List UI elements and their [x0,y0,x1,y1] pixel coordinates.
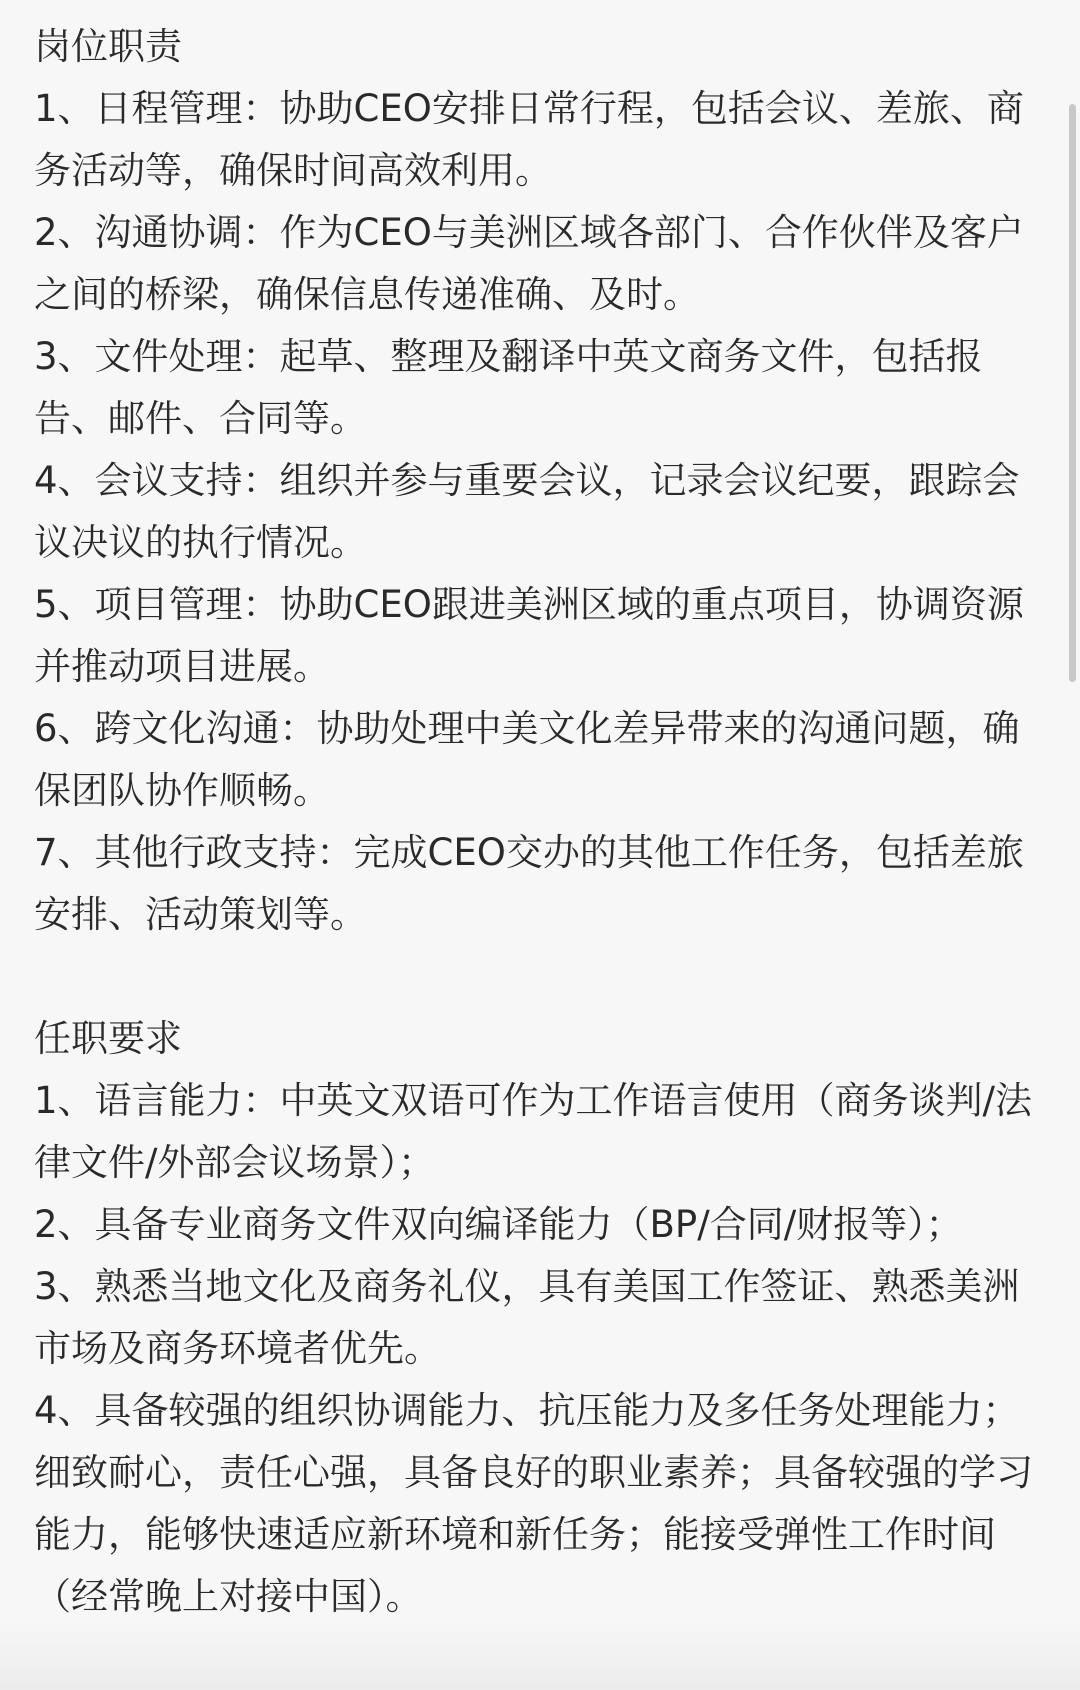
responsibility-item: 5、项目管理：协助CEO跟进美洲区域的重点项目，协调资源并推动项目进展。 [34,583,1024,688]
responsibilities-title: 岗位职责 [34,25,182,68]
section-spacer [34,946,1044,1008]
requirements-title: 任职要求 [34,1017,182,1060]
responsibility-item: 1、日程管理：协助CEO安排日常行程，包括会议、差旅、商务活动等，确保时间高效利用。 [34,87,1024,192]
requirement-item: 4、具备较强的组织协调能力、抗压能力及多任务处理能力；细致耐心，责任心强，具备良好的职业素养；具备较强的学习能力，能够快速适应新环境和新任务；能接受弹性工作时间（经常晚上对接中国）。 [34,1389,1033,1618]
responsibility-item: 2、沟通协调：作为CEO与美洲区域各部门、合作伙伴及客户之间的桥梁，确保信息传递准确、及时。 [34,211,1024,316]
vertical-scrollbar[interactable] [1069,104,1076,682]
bottom-fade-overlay [0,1620,1080,1690]
responsibility-item: 3、文件处理：起草、整理及翻译中英文商务文件，包括报告、邮件、合同等。 [34,335,983,440]
requirement-item: 3、熟悉当地文化及商务礼仪，具有美国工作签证、熟悉美洲市场及商务环境者优先。 [34,1265,1020,1370]
responsibility-item: 6、跨文化沟通：协助处理中美文化差异带来的沟通问题，确保团队协作顺畅。 [34,707,1020,812]
responsibility-item: 4、会议支持：组织并参与重要会议，记录会议纪要，跟踪会议决议的执行情况。 [34,459,1020,564]
job-description [34,16,1044,1628]
requirement-item: 1、语言能力：中英文双语可作为工作语言使用（商务谈判/法律文件/外部会议场景）； [34,1079,1033,1184]
responsibility-item: 7、其他行政支持：完成CEO交办的其他工作任务，包括差旅安排、活动策划等。 [34,831,1024,936]
requirement-item: 2、具备专业商务文件双向编译能力（BP/合同/财报等）； [34,1203,963,1246]
